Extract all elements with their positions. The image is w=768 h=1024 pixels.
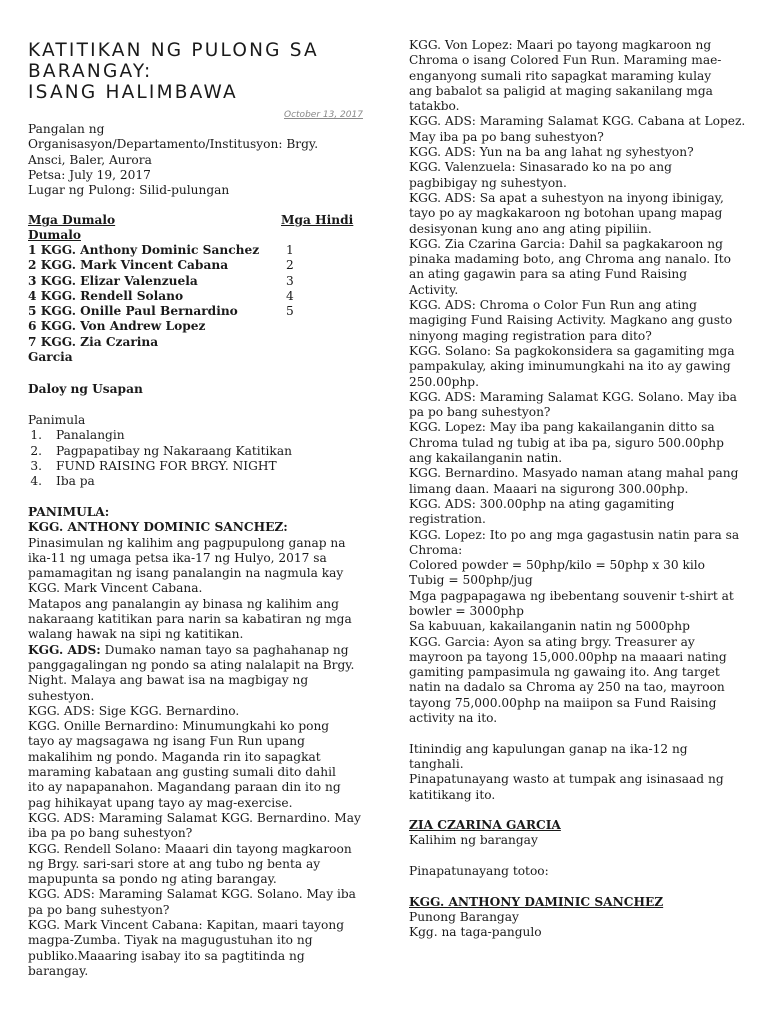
attendee-name: 7 KGG. Zia Czarina: [28, 334, 159, 349]
text-line: pag hihikayat upang tayo ay mag-exercise.: [28, 795, 293, 810]
text-line: Itinindig ang kapulungan ganap na ika-12 ng: [409, 741, 688, 756]
header-line: Lugar ng Pulong: Silid-pulungan: [28, 183, 230, 198]
chairman-role: Kgg. na taga-pangulo: [409, 925, 542, 940]
document-title: [28, 40, 366, 103]
text-line: tatakbo.: [409, 99, 460, 114]
attendee-name: 1 KGG. Anthony Dominic Sanchez: [28, 243, 260, 257]
text-line: barangay.: [28, 963, 89, 978]
text-line: tayo po ay magkakaroon ng botohan upang mapag: [409, 206, 723, 221]
text-line: Sa kabuuan, kakailanganin natin ng 5000php: [409, 619, 690, 634]
text-line: KGG. Onille Bernardino: Minumungkahi ko pong: [28, 719, 330, 734]
text-line: bowler = 3000php: [409, 603, 524, 618]
text-line: panggagalingan ng pondo sa ating nalalapit na Brgy.: [28, 657, 355, 672]
absent-number: 5: [286, 304, 294, 319]
intro-label: Panimula: [28, 413, 86, 427]
attendee-name: Garcia: [28, 350, 73, 365]
absent-number: 3: [286, 273, 294, 288]
text-line: KGG. ADS: Maraming Salamat KGG. Cabana at Lopez.: [409, 114, 746, 129]
chairman-role: Punong Barangay: [409, 909, 519, 924]
text-line: Pinapatunayang wasto at tumpak ang isinasaad ng: [409, 772, 724, 787]
text-line: maraming kabataan ang gusting sumali dito dahil: [28, 765, 336, 780]
title-line: BARANGAY:: [28, 61, 153, 82]
agenda-text: Panalangin: [56, 428, 125, 443]
agenda-list: [28, 428, 366, 489]
secretary-name: ZIA CZARINA GARCIA: [409, 818, 561, 833]
text-line: ito ay napapanahon. Magandang paraan din ito ng: [28, 780, 341, 795]
secretary-role: Kalihim ng barangay: [409, 833, 538, 848]
agenda-text: Pagpapatibay ng Nakaraang Katitikan: [56, 443, 292, 458]
attendee-name: 3 KGG. Elizar Valenzuela: [28, 273, 198, 288]
text-line: KGG. ADS: Maraming Salamat KGG. Bernardino. May: [28, 810, 361, 825]
text-line: KGG. Solano: Sa pagkokonsidera sa gagamiting mga: [409, 343, 735, 358]
agenda-item: [28, 444, 366, 459]
text-line: KGG. Rendell Solano: Maaari din tayong magkaroon: [28, 841, 352, 856]
present-header-cont: Dumalo: [28, 228, 81, 243]
text-line: pa po bang suhestyon?: [409, 405, 551, 420]
text-line: suhestyon.: [28, 688, 95, 703]
attendance-row: [28, 319, 366, 334]
agenda-item: [28, 428, 366, 443]
attendee-name: 4 KGG. Rendell Solano: [28, 288, 184, 303]
agenda-number: 4.: [30, 474, 42, 489]
text-line: magpa-Zumba. Tiyak na magugustuhan ito ng: [28, 933, 313, 948]
text-line: an ating gagawin para sa ating Fund Raising: [409, 267, 688, 282]
text-line: tayo ay magsagawa ng isang Fun Run upang: [28, 734, 305, 749]
text-line: publiko.Maaaring isabay ito sa pagtitinda ng: [28, 948, 305, 963]
text-line: tanghali.: [409, 756, 464, 771]
attendance-row: [28, 335, 366, 350]
attendance-row: [28, 274, 366, 289]
title-line: ISANG HALIMBAWA: [28, 82, 238, 103]
attendance-row: [28, 258, 366, 273]
text-line: KGG. Mark Vincent Cabana.: [28, 581, 203, 596]
text-line: KGG. ADS: 300.00php na ating gagamiting: [409, 496, 675, 511]
text-line: Matapos ang panalangin ay binasa ng kalihim ang: [28, 596, 339, 611]
text-line: registration.: [409, 512, 486, 527]
header-line: Ansci, Baler, Aurora: [28, 152, 152, 167]
text-line: KGG. ADS: Chroma o Color Fun Run ang ating: [409, 298, 697, 313]
absent-number: 2: [286, 258, 294, 273]
text-line: KGG. Mark Vincent Cabana: Kapitan, maari tayong: [28, 918, 345, 933]
text-line: walang hawak na sipi ng katitikan.: [28, 627, 244, 642]
text-line: KGG. Garcia: Ayon sa ating brgy. Treasurer ay: [409, 634, 695, 649]
attendance-row: [28, 243, 366, 258]
text-line: mayroon pa tayong 15,000.00php na maaari nating: [409, 649, 727, 664]
text-line: KGG. Lopez: Ito po ang mga gagastusin natin para sa: [409, 527, 740, 542]
absent-header: Mga Hindi: [281, 213, 354, 227]
text-line: KGG. Zia Czarina Garcia: Dahil sa pagkakaroon ng: [409, 236, 723, 251]
text-line: makalihim ng pondo. Maganda rin ito sapagkat: [28, 749, 321, 764]
right-body: [409, 38, 749, 726]
text-line: ika-11 ng umaga petsa ika-17 ng Hulyo, 2017 sa: [28, 550, 327, 565]
header-line: Pangalan ng: [28, 122, 105, 136]
attendance-header: [28, 213, 366, 243]
text-line: tayong 75,000.00php na maiipon sa Fund Raising: [409, 695, 717, 710]
text-line: enganyong sumali rito sapagkat maraming kulay: [409, 68, 712, 83]
agenda-number: 3.: [30, 458, 42, 473]
text-line: ninyong maging registration para dito?: [409, 328, 652, 343]
date-stamp: October 13, 2017: [284, 110, 363, 120]
agenda-item: [28, 474, 366, 489]
header-line: Organisasyon/Departamento/Institusyon: Brgy.: [28, 137, 319, 152]
flow-heading: Daloy ng Usapan: [28, 382, 143, 396]
chair-heading: KGG. ANTHONY DOMINIC SANCHEZ:: [28, 520, 288, 535]
text-line: activity na ito.: [409, 711, 498, 726]
text-line: pinaka madaming boto, ang Chroma ang nanalo. Ito: [409, 252, 731, 267]
text-line: iba pa po bang suhestyon?: [28, 826, 193, 841]
text-line: katitikang ito.: [409, 787, 496, 802]
attendance-row: [28, 289, 366, 304]
attendance-row: [28, 350, 366, 365]
text-line: natin na dadalo sa Chroma ay 250 na tao, mayroon: [409, 680, 725, 695]
present-header: Mga Dumalo: [28, 213, 116, 227]
attest-label: Pinapatunayang totoo:: [409, 864, 549, 879]
text-line: KGG. ADS: Sige KGG. Bernardino.: [28, 703, 240, 718]
text-line: KGG. Valenzuela: Sinasarado ko na po ang: [409, 160, 672, 175]
text-line: ang kakailanganin natin.: [409, 451, 563, 466]
speaker-label: KGG. ADS:: [28, 642, 101, 657]
text-line: pagbibigay ng suhestyon.: [409, 175, 567, 190]
text-line: KGG. ADS: Dumako naman tayo sa paghahanap ng: [28, 642, 349, 657]
text-line: 250.00php.: [409, 374, 479, 389]
text-line: Colored powder = 50php/kilo = 50php x 30 kilo: [409, 558, 706, 573]
text-line: Chroma tulad ng tubig at iba pa, siguro 500.00php: [409, 435, 724, 450]
chairman-name: KGG. ANTHONY DAMINIC SANCHEZ: [409, 894, 664, 909]
absent-number: 4: [286, 288, 294, 303]
text-line: KGG. Bernardino. Masyado naman atang mahal pang: [409, 466, 739, 481]
header-line: Petsa: July 19, 2017: [28, 167, 151, 182]
text-line: Night. Malaya ang bawat isa na magbigay ng: [28, 673, 309, 688]
text-line: Tubig = 500php/jug: [409, 573, 533, 588]
text-line: pampakulay, aking iminumungkahi na ito ay gawing: [409, 359, 731, 374]
text-line: limang daan. Maaari na sigurong 300.00php.: [409, 481, 689, 496]
text-line: mapupunta sa pondo ng ating barangay.: [28, 872, 277, 887]
attendee-name: 5 KGG. Onille Paul Bernardino: [28, 304, 238, 319]
text-line: desisyonan kung ano ang ating pipiliin.: [409, 221, 652, 236]
agenda-number: 2.: [30, 443, 42, 458]
text-line: magiging Fund Raising Activity. Magkano ang gusto: [409, 313, 733, 328]
text-line: ang babalot sa paligid at maging sakanilang mga: [409, 83, 713, 98]
agenda-section: [28, 413, 366, 489]
minutes-right: [409, 38, 749, 941]
text-line: KGG. ADS: Sa apat a suhestyon na inyong ibinigay,: [409, 190, 724, 205]
agenda-text: Iba pa: [56, 474, 95, 489]
text-line: KGG. ADS: Maraming Salamat KGG. Solano. May iba: [409, 389, 737, 404]
text-line: Pinasimulan ng kalihim ang pagpupulong ganap na: [28, 535, 346, 550]
agenda-text: FUND RAISING FOR BRGY. NIGHT: [56, 458, 277, 473]
minutes-left: [28, 505, 366, 979]
agenda-item: [28, 459, 366, 474]
text-line: pamamagitan ng isang panalangin na nagmula kay: [28, 566, 344, 581]
attendance-row: [28, 304, 366, 319]
text-line: KGG. Von Lopez: Maari po tayong magkaroon ng: [409, 38, 712, 52]
attendee-name: 2 KGG. Mark Vincent Cabana: [28, 258, 229, 273]
text-line: KGG. ADS: Maraming Salamat KGG. Solano. May iba: [28, 887, 356, 902]
text-line: Chroma:: [409, 542, 463, 557]
text-line: gamiting pampasimula ng gawaing ito. Ang target: [409, 665, 720, 680]
panimula-heading: PANIMULA:: [28, 505, 110, 519]
text-line: Activity.: [409, 282, 459, 297]
text-line: KGG. Lopez: May iba pang kakailanganin ditto sa: [409, 420, 715, 435]
title-line: KATITIKAN NG PULONG SA: [28, 40, 319, 61]
attendance-table: [28, 213, 366, 365]
attendee-name: 6 KGG. Von Andrew Lopez: [28, 319, 206, 334]
absent-number: 1: [286, 243, 294, 257]
closing-section: [409, 742, 749, 803]
meeting-header: [28, 122, 366, 198]
agenda-number: 1.: [30, 428, 42, 443]
text-line: May iba pa po bang suhestyon?: [409, 129, 604, 144]
text-line: Mga pagpapagawa ng ibebentang souvenir t-shirt at: [409, 588, 734, 603]
text-line: nakaraang katitikan para narin sa kabatiran ng mga: [28, 612, 352, 627]
text-line: KGG. ADS: Yun na ba ang lahat ng syhestyon?: [409, 145, 694, 160]
text-line: Chroma o isang Colored Fun Run. Maraming mae-: [409, 53, 722, 68]
left-body: [28, 536, 366, 980]
text-line: pa po bang suhestyon?: [28, 902, 170, 917]
text-line: ng Brgy. sari-sari store at ang tubo ng benta ay: [28, 856, 321, 871]
